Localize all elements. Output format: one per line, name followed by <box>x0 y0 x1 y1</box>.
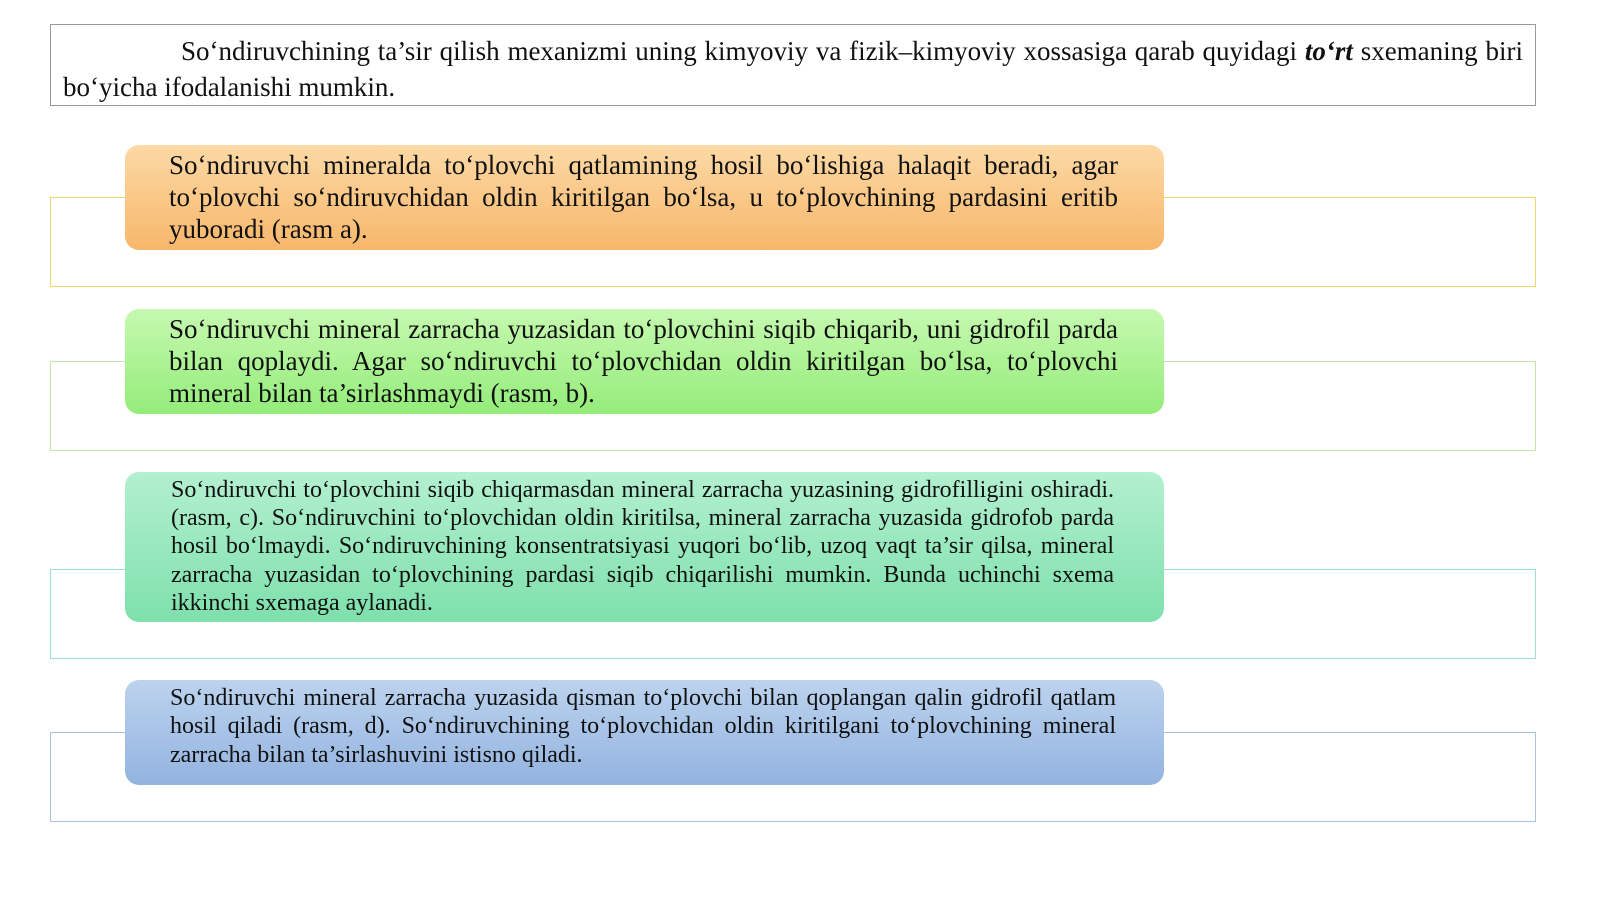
scheme-card-1 <box>125 145 1164 250</box>
scheme-text-4: So‘ndiruvchi mineral zarracha yuzasida qisman to‘plovchi bilan qoplangan qalin gidrofil qatlam hosil qiladi (rasm, d). So‘ndiruvchining to‘plovchidan oldin kiritilgani to‘plovchining mineral zarracha bilan ta’sirlashuvini istisno qiladi. <box>170 685 1116 768</box>
intro-paragraph <box>50 24 1536 106</box>
scheme-card-4 <box>125 680 1164 785</box>
scheme-text-3: So‘ndiruvchi to‘plovchini siqib chiqarmasdan mineral zarracha yuzasining gidrofilligini oshiradi. (rasm, c). So‘ndiruvchini to‘plovchidan oldin kiritilsa, mineral zarracha yuzasida gidrofob parda hosil bo‘lmaydi. So‘ndiruvchining konsentratsiyasi yuqori bo‘lib, uzoq vaqt ta’sir qilsa, mineral zarracha yuzasidan to‘plovchining pardasi siqib chiqarilishi mumkin. Bunda uchinchi sxema ikkinchi sxemaga aylanadi. <box>171 477 1114 616</box>
intro-text-end: sxemaning biri bo‘yicha ifodalanishi mumkin. <box>63 36 1523 102</box>
scheme-card-2 <box>125 309 1164 414</box>
intro-bold-word: to‘rt <box>1304 36 1353 66</box>
scheme-text-2: So‘ndiruvchi mineral zarracha yuzasidan to‘plovchini siqib chiqarib, uni gidrofil parda bilan qoplaydi. Agar so‘ndiruvchi to‘plovchidan oldin kiritilgan bo‘lsa, to‘plovchi mineral bilan ta’sirlashmaydi (rasm, b). <box>169 314 1118 408</box>
scheme-card-3 <box>125 472 1164 622</box>
intro-text: So‘ndiruvchining ta’sir qilish mexanizmi uning kimyoviy va fizik–kimyoviy xossasiga qarab quyidagi <box>181 36 1305 66</box>
scheme-text-1: So‘ndiruvchi mineralda to‘plovchi qatlamining hosil bo‘lishiga halaqit beradi, agar to‘plovchi so‘ndiruvchidan oldin kiritilgan bo‘lsa, u to‘plovchining pardasini eritib yuboradi (rasm a). <box>169 150 1118 244</box>
